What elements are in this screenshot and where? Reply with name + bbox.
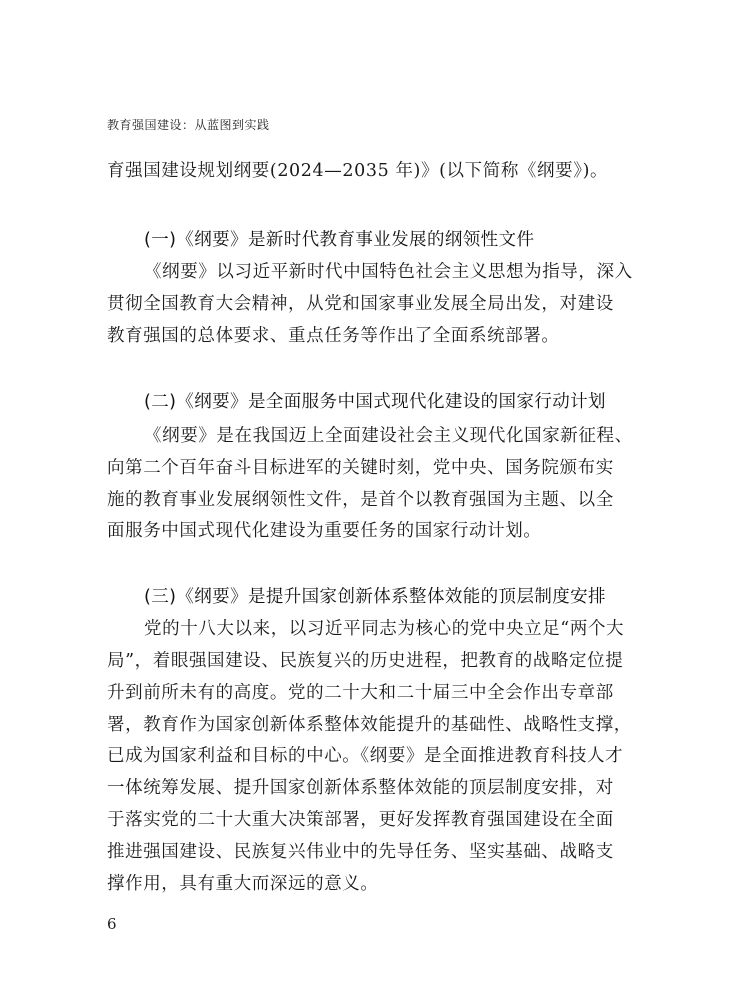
section-3-line-1: 党的十八大以来，以习近平同志为核心的党中央立足“两个大: [144, 619, 625, 639]
section-3-line-9: 撑作用，具有重大而深远的意义。: [107, 874, 379, 894]
section-3-line-2: 局”，着眼强国建设、民族复兴的历史进程，把教育的战略定位提: [107, 651, 624, 671]
section-2-line-1: 《纲要》是在我国迈上全面建设社会主义现代化国家新征程、: [144, 426, 633, 446]
section-2-line-4: 面服务中国式现代化建设为重要任务的国家行动计划。: [107, 521, 542, 541]
section-1-line-2: 贯彻全国教育大会精神，从党和国家事业发展全局出发，对建设: [107, 294, 614, 314]
section-3-line-8: 推进强国建设、民族复兴伟业中的先导任务、坚实基础、战略支: [107, 842, 614, 862]
section-2-line-2: 向第二个百年奋斗目标进军的关键时刻，党中央、国务院颁布实: [107, 458, 614, 478]
section-3-line-7: 于落实党的二十大重大决策部署，更好发挥教育强国建设在全面: [107, 810, 614, 830]
page-number: 6: [107, 915, 117, 933]
section-3-line-5: 已成为国家利益和目标的中心。《纲要》是全面推进教育科技人才: [107, 746, 624, 766]
section-3-heading: (三)《纲要》是提升国家创新体系整体效能的顶层制度安排: [144, 587, 606, 607]
section-3-line-6: 一体统筹发展、提升国家创新体系整体效能的顶层制度安排，对: [107, 778, 614, 798]
section-1-line-3: 教育强国的总体要求、重点任务等作出了全面系统部署。: [107, 326, 560, 346]
section-2-heading: (二)《纲要》是全面服务中国式现代化建设的国家行动计划: [144, 392, 606, 412]
section-1-line-1: 《纲要》以习近平新时代中国特色社会主义思想为指导，深入: [144, 262, 633, 282]
section-3-line-4: 署，教育作为国家创新体系整体效能提升的基础性、战略性支撑，: [107, 715, 632, 735]
section-2-line-3: 施的教育事业发展纲领性文件，是首个以教育强国为主题、以全: [107, 490, 614, 510]
running-header: 教育强国建设：从蓝图到实践: [107, 118, 270, 132]
section-1-heading: (一)《纲要》是新时代教育事业发展的纲领性文件: [144, 230, 535, 250]
intro-line: 育强国建设规划纲要(2024—2035 年)》(以下简称《纲要》)。: [107, 161, 609, 181]
section-3-line-3: 升到前所未有的高度。党的二十大和二十届三中全会作出专章部: [107, 683, 614, 703]
